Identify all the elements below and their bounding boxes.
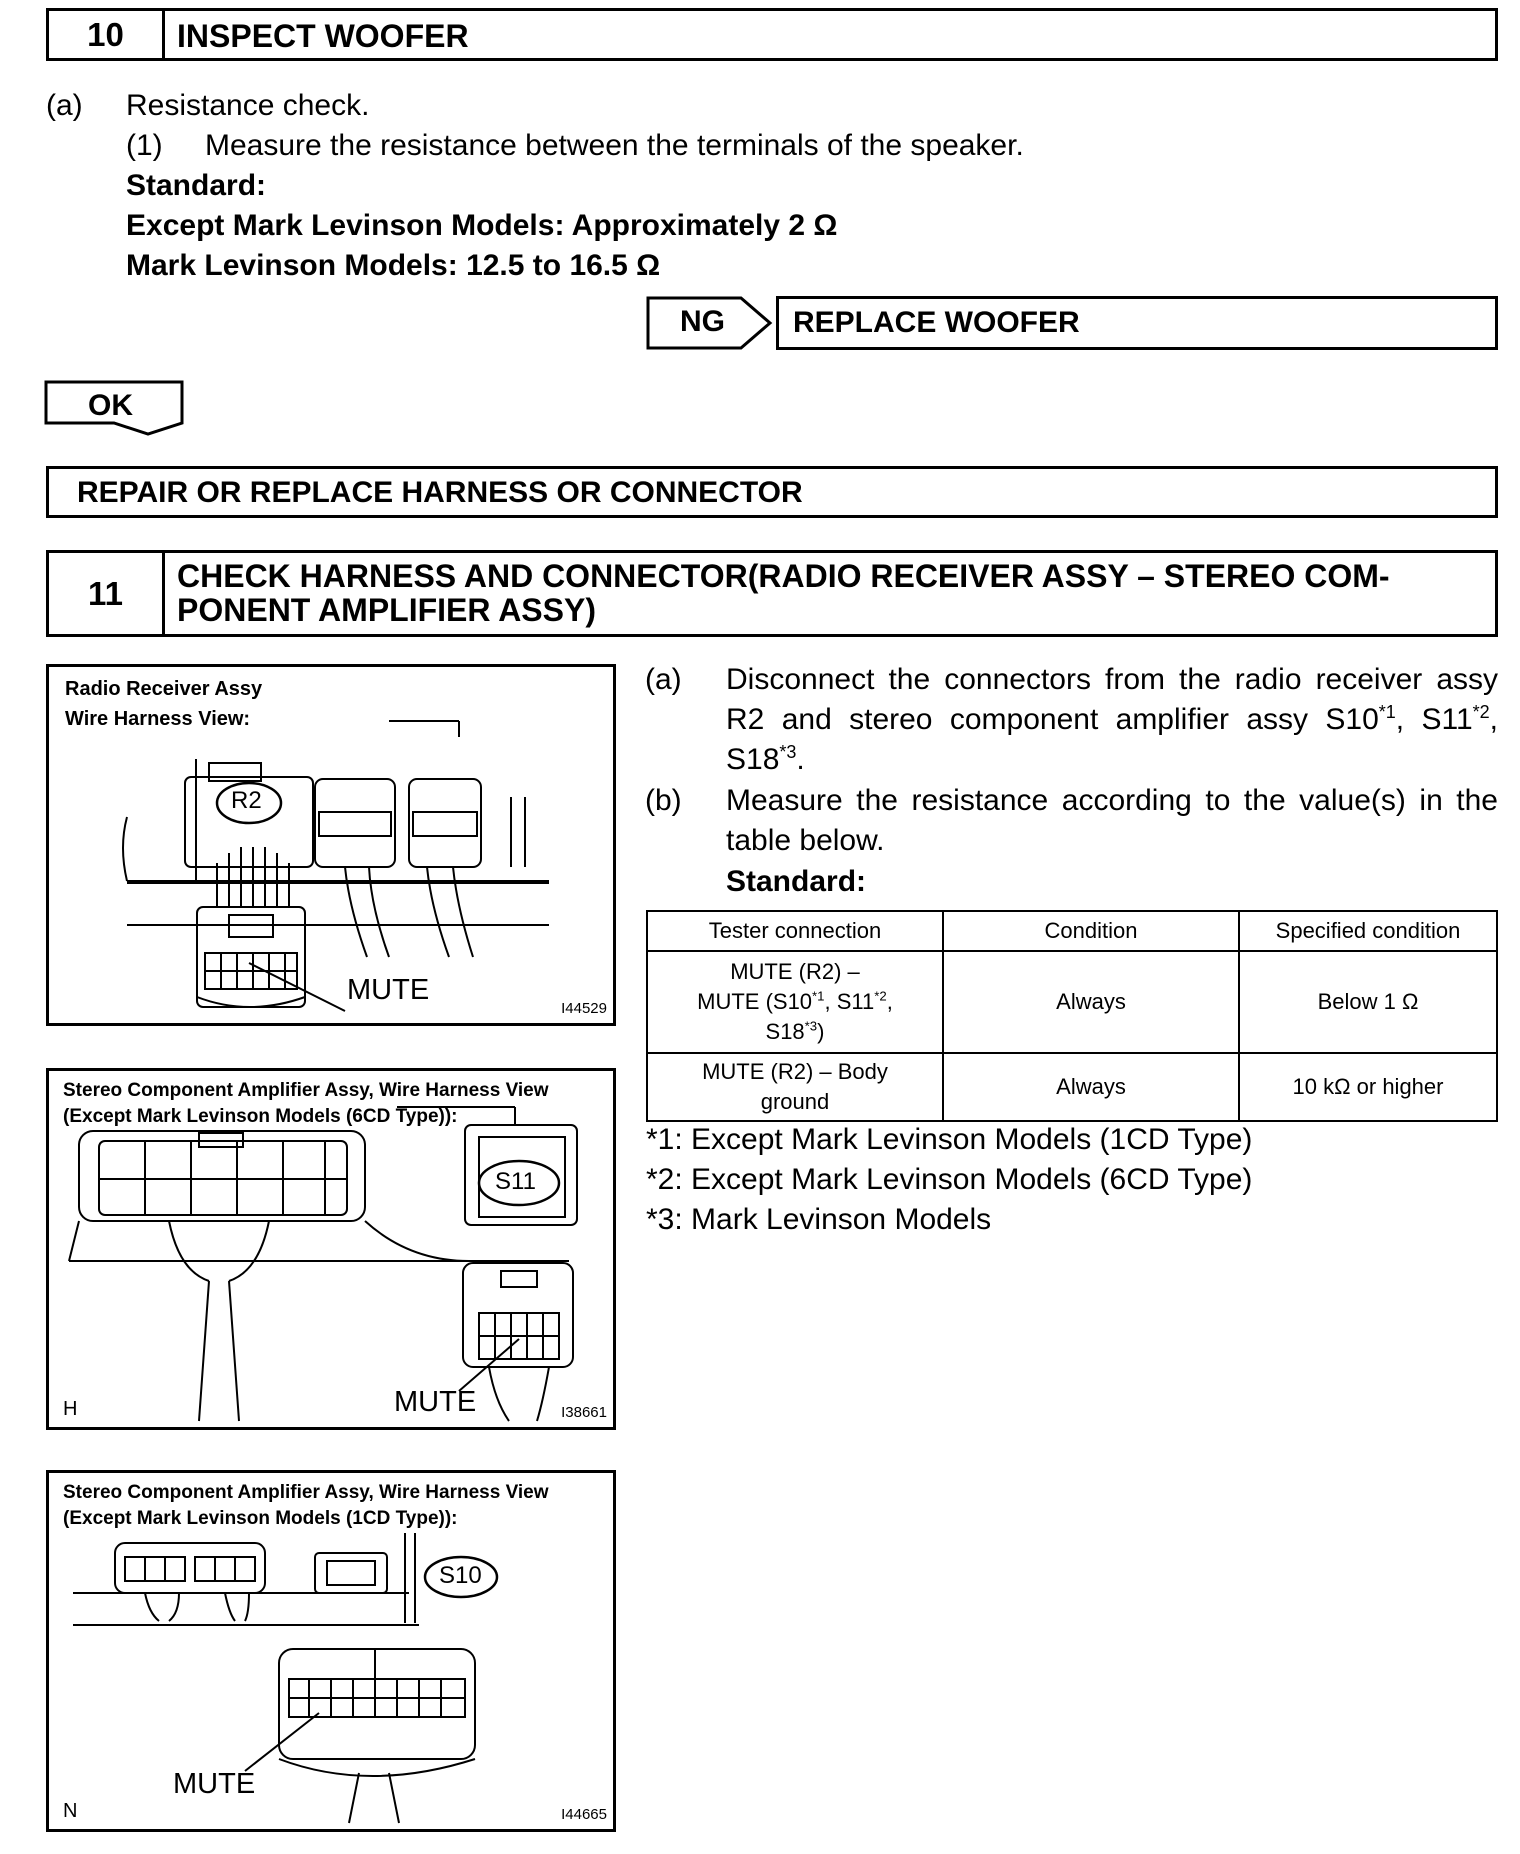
- step-10-header: [46, 8, 1498, 61]
- table-header-cell: Tester connection: [647, 911, 943, 951]
- standard-line-1: Except Mark Levinson Models: Approximately 2 Ω: [126, 209, 838, 242]
- step10-a-text: Resistance check.: [126, 89, 370, 122]
- repair-box: [46, 466, 1498, 518]
- step11-a-text: Disconnect the connectors from the radio receiver assy R2 and stereo component amplifier assy S10$^{*1}$, S11$^{*2}$, S18$^{*3}$.: [726, 663, 1498, 776]
- ng-action-box: [776, 296, 1498, 350]
- spec-table: [646, 910, 1498, 1122]
- figure-caption-line-1: Radio Receiver Assy: [65, 678, 263, 700]
- step-title-line-2: PONENT AMPLIFIER ASSY): [177, 592, 596, 628]
- connector-label-s11: S11: [495, 1168, 536, 1195]
- step-number: 11: [49, 553, 165, 634]
- step11-b-label: (b): [645, 784, 682, 817]
- table-cell-specified: 10 kΩ or higher: [1239, 1053, 1497, 1121]
- figure-amplifier-6cd: [46, 1068, 616, 1430]
- table-header-row: [647, 911, 1497, 951]
- step11-a-label: (a): [645, 663, 682, 696]
- figure-id: I38661: [561, 1404, 607, 1421]
- figure-caption-line-2: (Except Mark Levinson Models (6CD Type)):: [63, 1106, 458, 1127]
- table-header-cell: Specified condition: [1239, 911, 1497, 951]
- figure-amplifier-1cd: [46, 1470, 616, 1832]
- pin-label-mute: MUTE: [394, 1386, 477, 1418]
- step-title-line-1: CHECK HARNESS AND CONNECTOR(RADIO RECEIVER ASSY – STEREO COM-: [177, 558, 1390, 594]
- table-cell-condition: Always: [943, 1053, 1239, 1121]
- figure-caption-line-2: Wire Harness View:: [65, 708, 251, 730]
- figure-corner-letter: N: [63, 1800, 78, 1822]
- figure-caption-line-1: Stereo Component Amplifier Assy, Wire Harness View: [63, 1482, 549, 1503]
- table-row: [647, 1053, 1497, 1121]
- pin-label-mute: MUTE: [347, 974, 430, 1006]
- step-title: INSPECT WOOFER: [177, 18, 469, 54]
- figure-caption-line-2: (Except Mark Levinson Models (1CD Type)):: [63, 1508, 458, 1529]
- step10-1-label: (1): [126, 129, 163, 162]
- figure-id: I44529: [561, 1000, 607, 1017]
- figure-caption-line-1: Stereo Component Amplifier Assy, Wire Harness View: [63, 1080, 549, 1101]
- ng-label: NG: [680, 305, 725, 338]
- table-cell-specified: Below 1 Ω: [1239, 951, 1497, 1053]
- step-number: 10: [49, 11, 165, 58]
- table-cell-connection: MUTE (R2) – MUTE (S10$^{*1}$, S11$^{*2}$, S18$^{*3}$): [647, 951, 943, 1053]
- step11-b-text: Measure the resistance according to the value(s) in the table below.: [726, 784, 1498, 857]
- connector-label-r2: R2: [231, 787, 262, 814]
- table-cell-condition: Always: [943, 951, 1239, 1053]
- table-header-cell: Condition: [943, 911, 1239, 951]
- figure-radio-receiver: [46, 664, 616, 1026]
- step10-1-text: Measure the resistance between the terminals of the speaker.: [205, 129, 1024, 162]
- standard-label: Standard:: [126, 169, 267, 202]
- footnote-3: *3: Mark Levinson Models: [646, 1203, 992, 1236]
- standard-line-2: Mark Levinson Models: 12.5 to 16.5 Ω: [126, 249, 661, 282]
- table-row: [647, 951, 1497, 1053]
- pin-label-mute: MUTE: [173, 1768, 256, 1800]
- step11-standard-label: Standard:: [726, 865, 867, 898]
- step-11-header: [46, 550, 1498, 637]
- figure-id: I44665: [561, 1806, 607, 1823]
- repair-text: REPAIR OR REPLACE HARNESS OR CONNECTOR: [77, 476, 803, 509]
- ng-action-text: REPLACE WOOFER: [793, 306, 1080, 339]
- ok-label: OK: [88, 389, 133, 422]
- figure-corner-letter: H: [63, 1398, 78, 1420]
- footnote-2: *2: Except Mark Levinson Models (6CD Type): [646, 1163, 1253, 1196]
- connector-label-s10: S10: [439, 1562, 482, 1589]
- step10-a-label: (a): [46, 89, 83, 122]
- footnote-1: *1: Except Mark Levinson Models (1CD Type): [646, 1123, 1253, 1156]
- table-cell-connection: MUTE (R2) – Body ground: [647, 1053, 943, 1121]
